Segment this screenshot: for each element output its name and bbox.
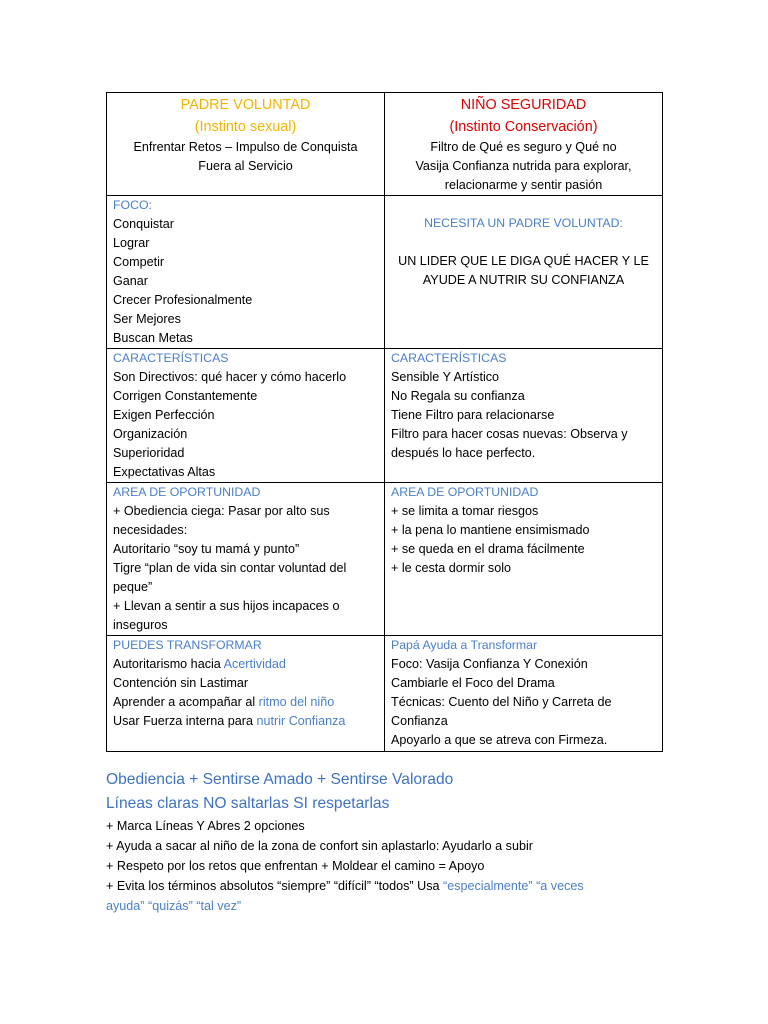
necesita-cell — [385, 196, 663, 349]
footer-bullet-last — [106, 876, 666, 896]
footer-last-continuation: ayuda” “quizás” “tal vez” — [106, 899, 242, 913]
list-item: Exigen Perfección — [113, 408, 215, 422]
header-right-cell — [385, 93, 663, 196]
padre-voluntad-subtitle: (Instinto sexual) — [194, 119, 297, 135]
list-item — [113, 693, 378, 712]
list-item: Expectativas Altas — [113, 465, 216, 479]
list-item: necesidades: — [113, 523, 188, 537]
header-right-line-2: Vasija Confianza nutrida para explorar, — [415, 159, 632, 173]
list-item: Cambiarle el Foco del Drama — [391, 676, 555, 690]
list-item: Corrigen Constantemente — [113, 389, 258, 403]
padre-voluntad-title: PADRE VOLUNTAD — [180, 97, 311, 113]
nino-seguridad-subtitle: (Instinto Conservación) — [449, 119, 598, 135]
list-item: después lo hace perfecto. — [391, 446, 536, 460]
caracteristicas-right-cell — [385, 349, 663, 483]
list-item: + la pena lo mantiene ensimismado — [391, 523, 590, 537]
list-item: + Llevan a sentir a sus hijos incapaces o — [113, 599, 340, 613]
list-item: Competir — [113, 255, 165, 269]
header-left-line-1: Enfrentar Retos – Impulso de Conquista — [133, 140, 358, 154]
table-row-caracteristicas — [107, 349, 663, 483]
list-item: Ganar — [113, 274, 149, 288]
transformar-highlight: Acertividad — [223, 657, 286, 671]
list-item: Superioridad — [113, 446, 185, 460]
header-left-cell — [107, 93, 385, 196]
transformar-right-heading: Papá Ayuda a Transformar — [391, 638, 538, 652]
list-item: Conquistar — [113, 217, 174, 231]
transformar-highlight: ritmo del niño — [258, 695, 335, 709]
footer-bullet: + Ayuda a sacar al niño de la zona de confort sin aplastarlo: Ayudarlo a subir — [106, 839, 533, 853]
footer-headline-1: Obediencia + Sentirse Amado + Sentirse Valorado — [106, 771, 454, 788]
list-item: Apoyarlo a que se atreva con Firmeza. — [391, 733, 608, 747]
table-row-header — [107, 93, 663, 196]
oportunidad-left-cell — [107, 483, 385, 636]
list-item: + le cesta dormir solo — [391, 561, 512, 575]
oportunidad-right-heading: AREA DE OPORTUNIDAD — [391, 485, 539, 499]
list-item: Confianza — [391, 714, 448, 728]
caracteristicas-left-heading: CARACTERÍSTICAS — [113, 351, 229, 365]
footer-last-highlight: “especialmente” “a veces — [443, 879, 584, 893]
necesita-line-2: AYUDE A NUTRIR SU CONFIANZA — [422, 273, 625, 287]
transformar-text: Autoritarismo hacia — [113, 657, 224, 671]
transformar-left-cell — [107, 636, 385, 752]
header-right-line-3: relacionarme y sentir pasión — [444, 178, 603, 192]
transformar-highlight: nutrir Confianza — [256, 714, 346, 728]
list-item: Técnicas: Cuento del Niño y Carreta de — [391, 695, 612, 709]
list-item: + se queda en el drama fácilmente — [391, 542, 585, 556]
foco-heading: FOCO: — [113, 198, 152, 212]
foco-cell — [107, 196, 385, 349]
list-item: Tigre “plan de vida sin contar voluntad del — [113, 561, 347, 575]
comparison-table — [106, 92, 663, 752]
list-item: Filtro para hacer cosas nuevas: Observa y — [391, 427, 628, 441]
transformar-right-cell — [385, 636, 663, 752]
oportunidad-right-cell — [385, 483, 663, 636]
footer-headline-2: Líneas claras NO saltarlas SI respetarlas — [106, 795, 390, 812]
necesita-line-1: UN LIDER QUE LE DIGA QUÉ HACER Y LE — [398, 254, 649, 268]
necesita-heading: NECESITA UN PADRE VOLUNTAD: — [424, 216, 623, 230]
transformar-left-heading: PUEDES TRANSFORMAR — [113, 638, 262, 652]
header-right-line-1: Filtro de Qué es seguro y Qué no — [430, 140, 617, 154]
list-item: Autoritario “soy tu mamá y punto” — [113, 542, 300, 556]
list-item: Crecer Profesionalmente — [113, 293, 253, 307]
list-item: Sensible Y Artístico — [391, 370, 500, 384]
transformar-text: Usar Fuerza interna para — [113, 714, 257, 728]
list-item — [113, 655, 378, 674]
list-item: Organización — [113, 427, 188, 441]
list-item: + se limita a tomar riesgos — [391, 504, 539, 518]
header-left-line-2: Fuera al Servicio — [198, 159, 293, 173]
list-item — [113, 712, 378, 731]
list-item: No Regala su confianza — [391, 389, 525, 403]
list-item: Buscan Metas — [113, 331, 193, 345]
footer-bullet: + Respeto por los retos que enfrentan + Moldear el camino = Apoyo — [106, 859, 485, 873]
list-item: peque” — [113, 580, 153, 594]
list-item: Contención sin Lastimar — [113, 676, 249, 690]
list-item: inseguros — [113, 618, 168, 632]
table-row-transformar — [107, 636, 663, 752]
table-row-foco — [107, 196, 663, 349]
nino-seguridad-title: NIÑO SEGURIDAD — [460, 97, 587, 113]
list-item: Lograr — [113, 236, 150, 250]
list-item: Son Directivos: qué hacer y cómo hacerlo — [113, 370, 347, 384]
caracteristicas-right-heading: CARACTERÍSTICAS — [391, 351, 507, 365]
caracteristicas-left-cell — [107, 349, 385, 483]
list-item: Ser Mejores — [113, 312, 181, 326]
footer-bullet: + Marca Líneas Y Abres 2 opciones — [106, 819, 305, 833]
list-item: Foco: Vasija Confianza Y Conexión — [391, 657, 588, 671]
list-item: + Obediencia ciega: Pasar por alto sus — [113, 504, 330, 518]
oportunidad-left-heading: AREA DE OPORTUNIDAD — [113, 485, 261, 499]
footer-last-text: + Evita los términos absolutos “siempre” “difícil” “todos” Usa — [106, 879, 443, 893]
table-row-oportunidad — [107, 483, 663, 636]
footer-notes — [106, 768, 666, 916]
transformar-text: Aprender a acompañar al — [113, 695, 259, 709]
list-item: Tiene Filtro para relacionarse — [391, 408, 555, 422]
